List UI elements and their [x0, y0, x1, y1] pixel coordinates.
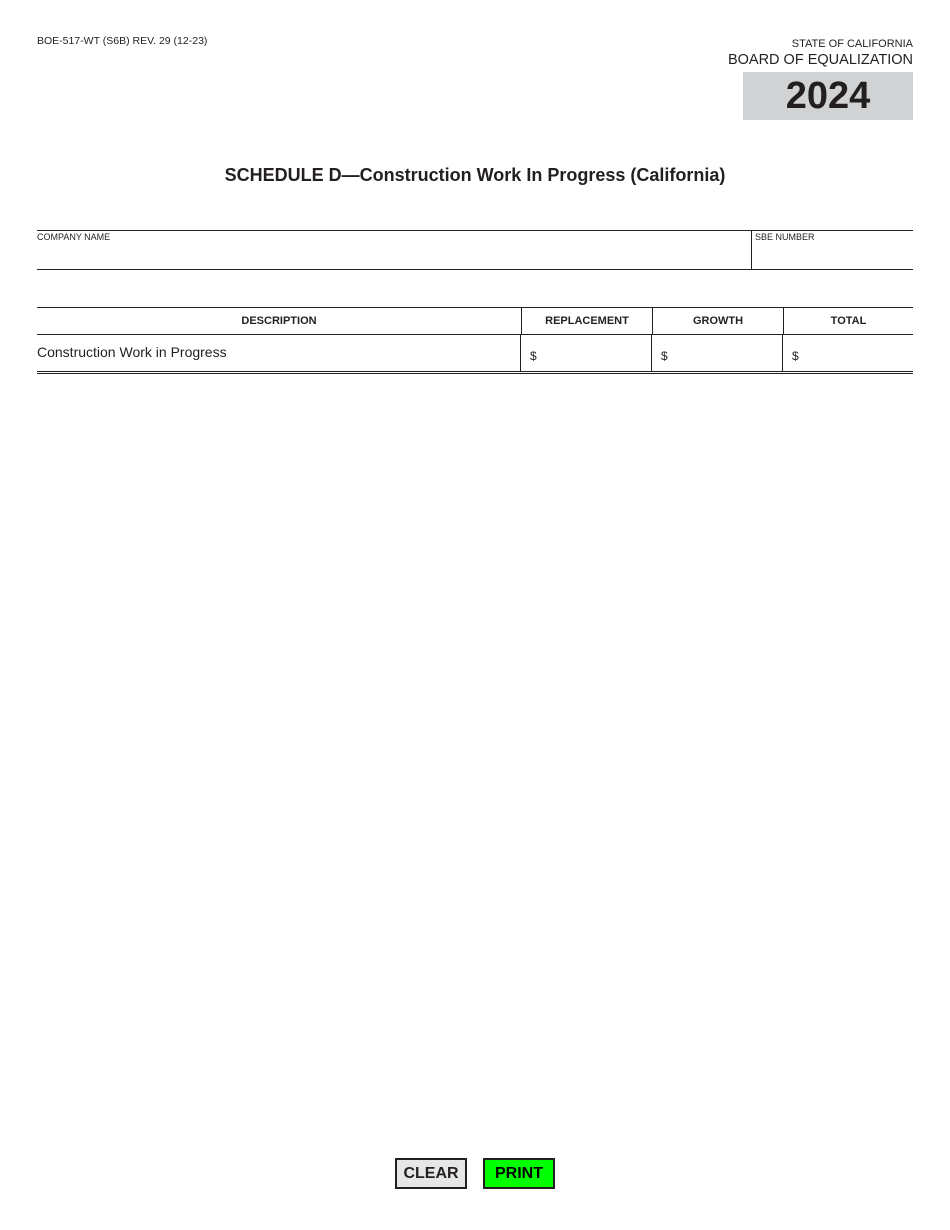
header-description: DESCRIPTION [37, 308, 522, 334]
growth-cell [652, 335, 783, 371]
print-button[interactable]: PRINT [483, 1158, 555, 1189]
dollar-sign: $ [792, 349, 799, 363]
header-replacement: REPLACEMENT [522, 308, 653, 334]
company-name-label: COMPANY NAME [37, 232, 111, 242]
sbe-number-label: SBE NUMBER [755, 232, 815, 242]
company-name-input[interactable] [37, 243, 751, 269]
table-row [37, 335, 913, 372]
replacement-cell [521, 335, 652, 371]
form-id: BOE-517-WT (S6B) REV. 29 (12-23) [37, 35, 208, 47]
row-description: Construction Work in Progress [37, 335, 521, 371]
clear-button[interactable]: CLEAR [395, 1158, 467, 1189]
replacement-input[interactable] [541, 343, 647, 367]
company-name-cell [37, 231, 752, 269]
state-label: STATE OF CALIFORNIA [791, 38, 913, 50]
dollar-sign: $ [661, 349, 668, 363]
growth-input[interactable] [672, 343, 778, 367]
sbe-number-input[interactable] [755, 243, 913, 269]
total-input[interactable] [803, 343, 909, 367]
year-badge: 2024 [743, 72, 913, 120]
dollar-sign: $ [530, 349, 537, 363]
header-growth: GROWTH [653, 308, 784, 334]
agency-block [728, 38, 913, 69]
total-cell [783, 335, 913, 371]
page-title: SCHEDULE D—Construction Work In Progress (California) [224, 165, 726, 185]
agency-name: BOARD OF EQUALIZATION [727, 52, 913, 68]
header-total: TOTAL [830, 315, 867, 327]
sbe-number-cell [752, 231, 913, 269]
table-bottom-rule [37, 373, 913, 374]
table-header-row [37, 308, 913, 335]
identification-section [37, 230, 913, 270]
schedule-table [37, 307, 913, 372]
